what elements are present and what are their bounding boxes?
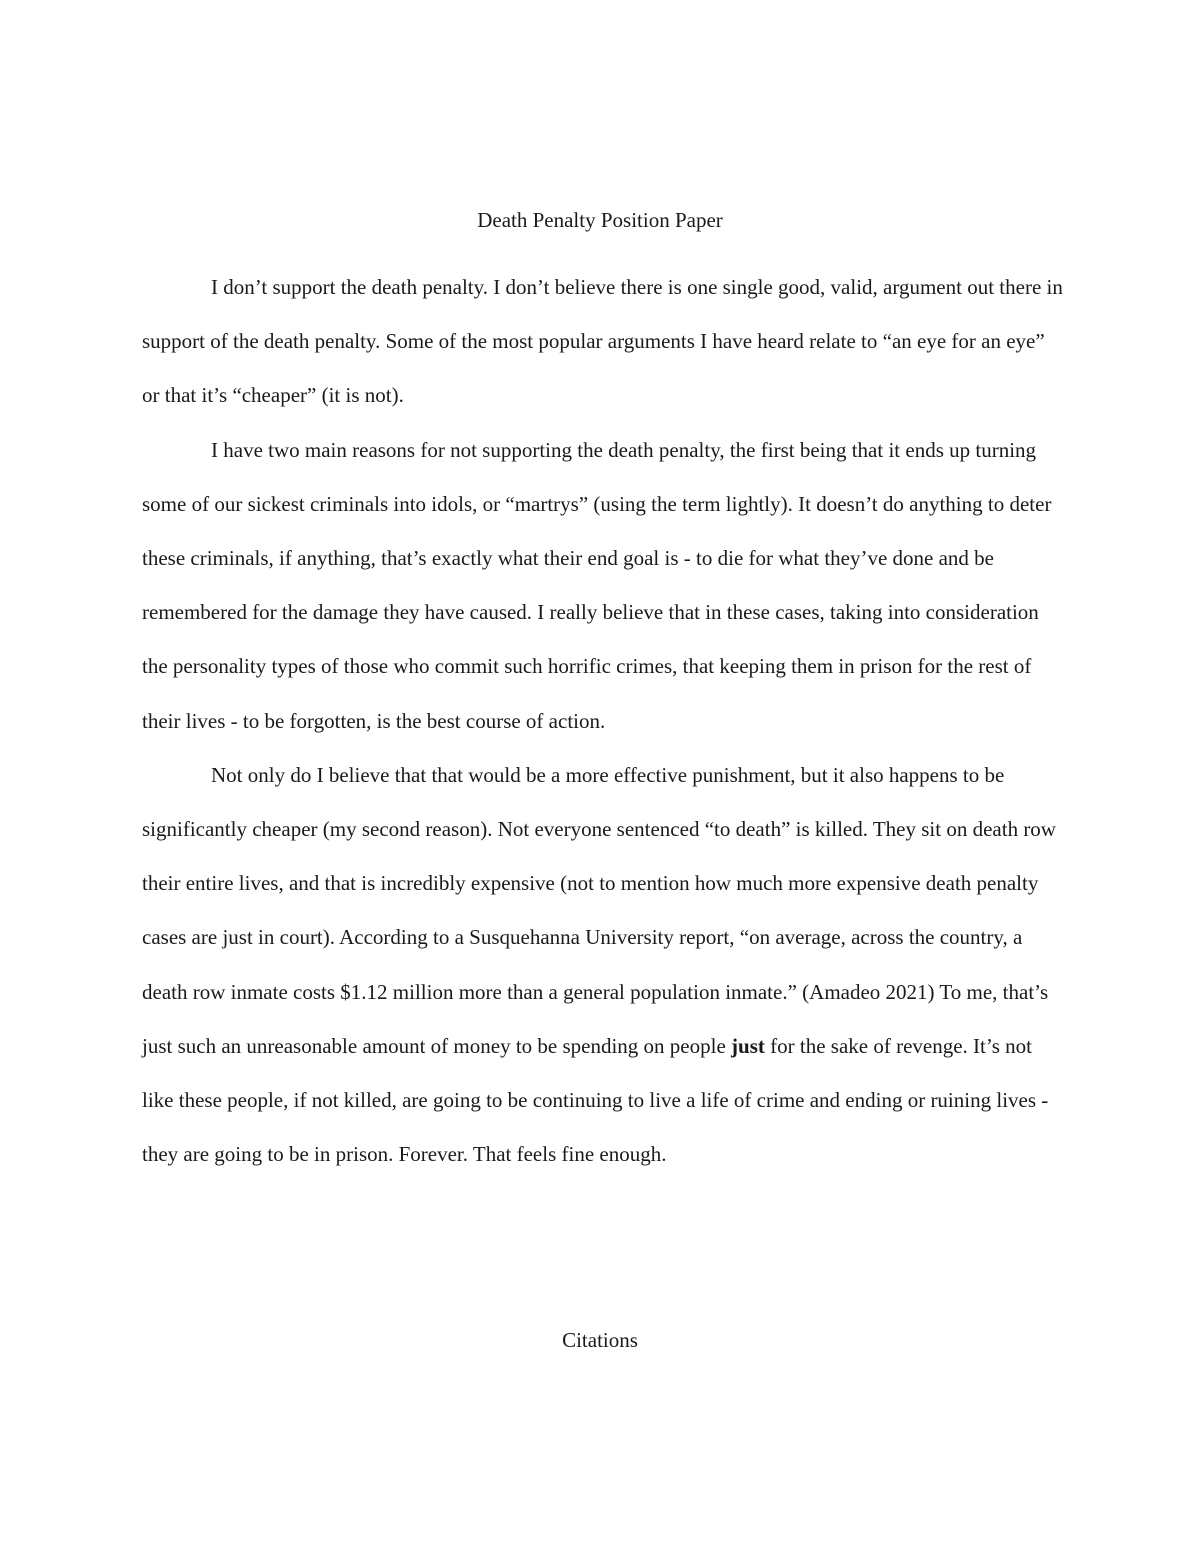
paragraph-intro: I don’t support the death penalty. I don’t believe there is one single good, valid, argument out there in support of the death penalty. Some of the most popular arguments I have heard relate to “an eye for an eye” or that it’s “cheaper” (it is not). (142, 275, 1063, 408)
paragraph-reason-two-part1: Not only do I believe that that would be a more effective punishment, but it also happens to be significantly cheaper (my second reason). Not everyone sentenced “to death” is killed. They sit on death row their entire lives, and that is incredibly expensive (not to mention how much more expensive death penalty cases are just in court). According to a Susquehanna University report, “on average, across the country, a death row inmate costs $1.12 million more than a general population inmate.” (Amadeo 2021) To me, that’s just such an unreasonable amount of money to be spending on people (142, 762, 1056, 1058)
document-body (142, 260, 1064, 1181)
emphasis-just: just (731, 1033, 765, 1058)
paragraph-reason-two-part2: for the sake of revenge. It’s not like these people, if not killed, are going to be continuing to live a life of crime and ending or ruining lives - they are going to be in prison. Forever. That feels fine enough. (142, 1033, 1049, 1167)
paragraph-reason-two (142, 748, 1064, 1182)
paragraph-reason-one: I have two main reasons for not supporting the death penalty, the first being that it ends up turning some of our sickest criminals into idols, or “martrys” (using the term lightly). It doesn’t do anything to deter these criminals, if anything, that’s exactly what their end goal is - to die for what they’ve done and be remembered for the damage they have caused. I really believe that in these cases, taking into consideration the personality types of those who commit such horrific crimes, that keeping them in prison for the rest of their lives - to be forgotten, is the best course of action. (142, 437, 1052, 733)
page-title: Death Penalty Position Paper (477, 208, 723, 232)
citations-heading: Citations (562, 1328, 638, 1352)
